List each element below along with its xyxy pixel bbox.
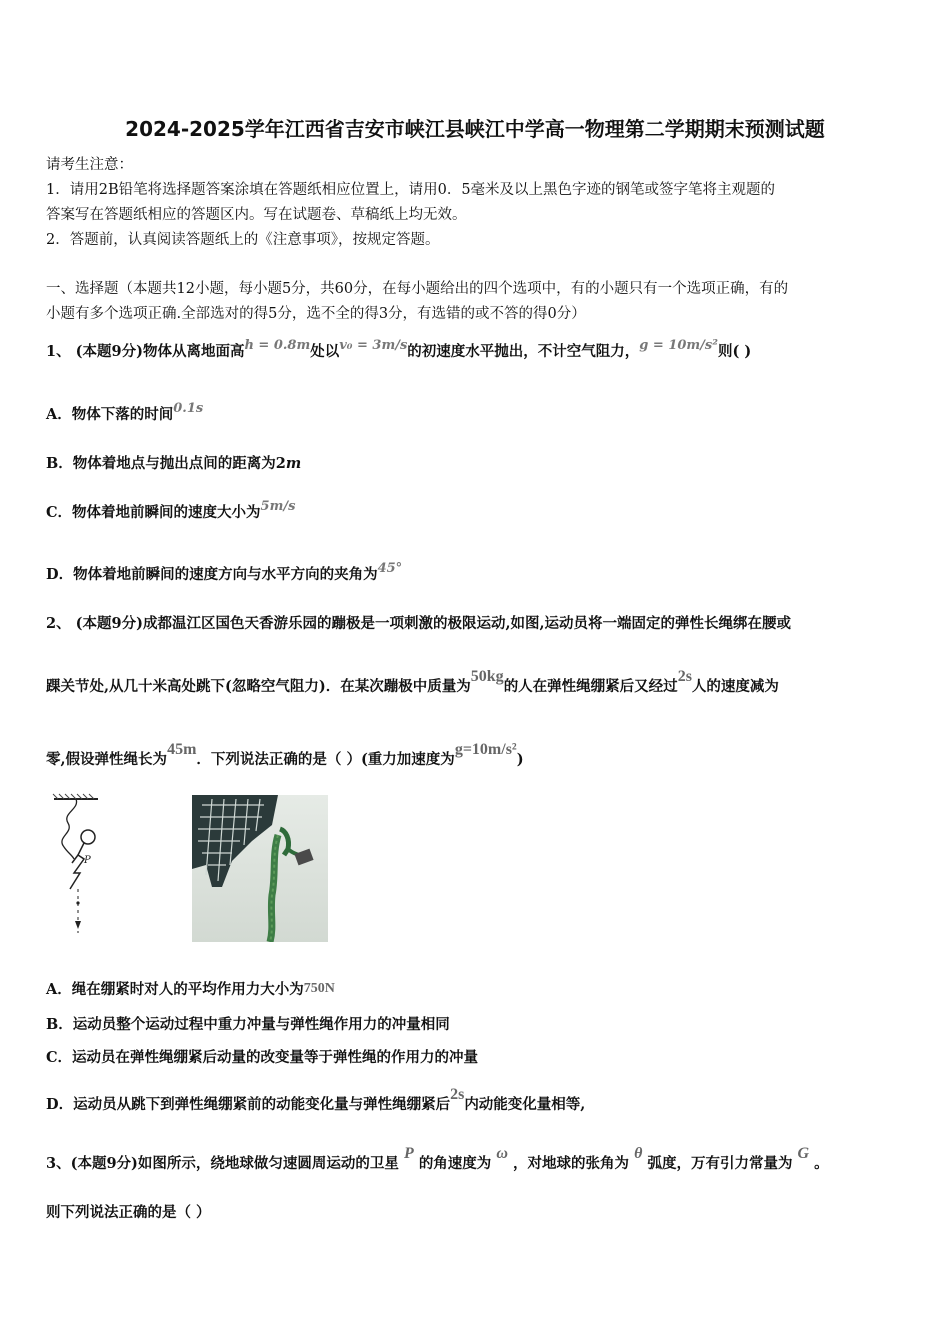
notice-item-1b: 答案写在答题纸相应的答题区内。写在试题卷、草稿纸上均无效。 <box>46 207 467 223</box>
q1-option-c: C．物体着地前瞬间的速度大小为5m/s <box>46 499 296 521</box>
notice-item-2: 2．答题前，认真阅读答题纸上的《注意事项》，按规定答题。 <box>46 232 440 248</box>
q1-option-a: A．物体下落的时间0.1s <box>46 401 204 423</box>
q1-option-d: D．物体着地前瞬间的速度方向与水平方向的夹角为45° <box>46 561 403 583</box>
page-title: 2024-2025学年江西省吉安市峡江县峡江中学高一物理第二学期期末预测试题 <box>125 117 825 141</box>
diagram-label-p: P <box>84 855 91 866</box>
notice-item-1a: 1．请用2B铅笔将选择题答案涂填在答题纸相应位置上，请用0．5毫米及以上黑色字迹的钢笔或签字笔将主观题的 <box>46 182 776 198</box>
section-intro-1: 一、选择题（本题共12小题，每小题5分，共60分，在每小题给出的四个选项中，有的小题只有一个选项正确，有的 <box>46 281 789 297</box>
notice-heading: 请考生注意： <box>46 157 133 173</box>
section-intro-2: 小题有多个选项正确.全部选对的得5分，选不全的得3分，有选错的或不答的得0分） <box>46 306 586 322</box>
q2-option-a: A．绳在绷紧时对人的平均作用力大小为750N <box>46 981 335 998</box>
q2-stem-2: 踝关节处,从几十米高处跳下(忽略空气阻力)．在某次蹦极中质量为50kg的人在弹性绳绷紧后又经过2s人的速度减为 <box>46 668 779 695</box>
q2-option-d: D．运动员从跳下到弹性绳绷紧前的动能变化量与弹性绳绷紧后2s内动能变化量相等, <box>46 1086 586 1113</box>
q1-option-b: B．物体着地点与抛出点间的距离为2m <box>46 455 302 472</box>
q3-stem-2: 则下列说法正确的是（ ） <box>46 1204 211 1221</box>
q2-stem-3: 零,假设弹性绳长为45m．下列说法正确的是（ ）(重力加速度为g=10m/s²) <box>46 741 524 768</box>
q1-height-math: h = 0.8m <box>244 338 311 353</box>
q2-option-c: C．运动员在弹性绳绷紧后动量的改变量等于弹性绳的作用力的冲量 <box>46 1049 479 1066</box>
q3-stem-1: 3、(本题9分)如图所示，绕地球做匀速圆周运动的卫星 P 的角速度为 ω ，对地球的张角为 θ 弧度，万有引力常量为 G 。 <box>46 1145 829 1172</box>
q1-gravity-math: g = 10m/s² <box>639 338 718 353</box>
q2-stem-1: 2、 (本题9分)成都温江区国色天香游乐园的蹦极是一项刺激的极限运动,如图,运动员将一端固定的弹性长绳绑在腰或 <box>46 615 792 632</box>
q2-option-b: B．运动员整个运动过程中重力冲量与弹性绳作用力的冲量相同 <box>46 1016 450 1033</box>
bungee-photo <box>192 795 328 942</box>
q1-stem: 1、 (本题9分)物体从离地面高h = 0.8m处以v₀ = 3m/s的初速度水平抛出，不计空气阻力，g = 10m/s²则( ) <box>46 338 752 360</box>
bungee-diagram <box>50 793 110 938</box>
q1-velocity-math: v₀ = 3m/s <box>339 338 408 353</box>
